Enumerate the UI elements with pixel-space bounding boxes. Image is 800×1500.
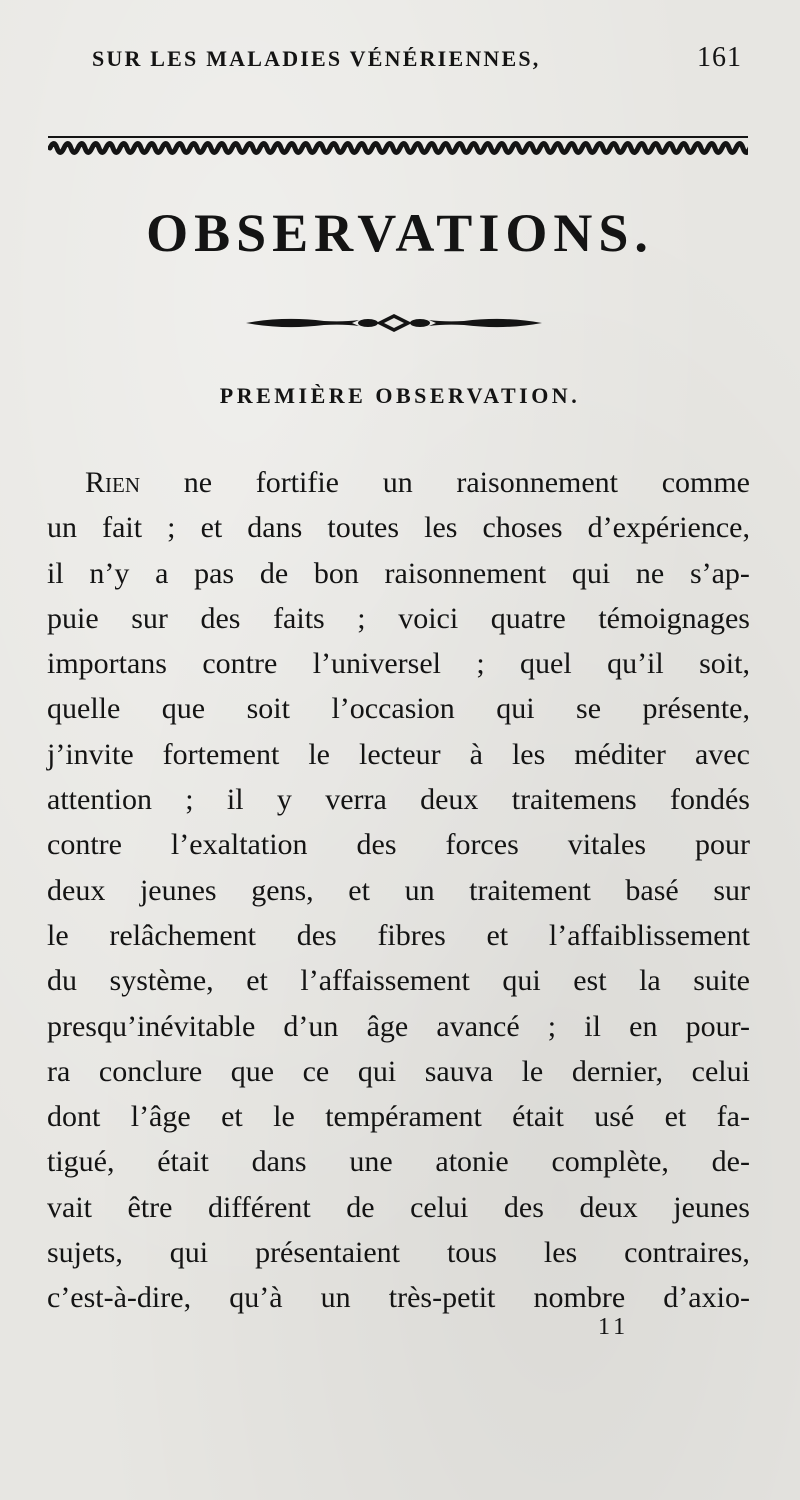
text-line: il n’y a pas de bon raisonnement qui ne s’ap- (47, 556, 750, 590)
running-head (92, 42, 742, 82)
text-line: du système, et l’affaissement qui est la suite (47, 964, 750, 998)
text-line: dont l’âge et le tempérament était usé et fa- (47, 1100, 750, 1134)
text-line: sujets, qui présentaient tous les contraires, (47, 1236, 750, 1270)
text-line: un fait ; et dans toutes les choses d’expérience, (47, 511, 750, 545)
running-title: SUR LES MALADIES VÉNÉRIENNES, (92, 46, 541, 71)
text-line: ra conclure que ce qui sauva le dernier, celui (47, 1054, 750, 1088)
page-title: OBSERVATIONS. (146, 203, 654, 263)
text-line: contre l’exaltation des forces vitales pour (47, 828, 750, 862)
text-line: presqu’inévitable d’un âge avancé ; il en pour- (47, 1009, 750, 1043)
text-line: vait être différent de celui des deux jeunes (47, 1190, 750, 1224)
text-line: deux jeunes gens, et un traitement basé sur (47, 873, 750, 907)
text-line: quelle que soit l’occasion qui se présente, (47, 692, 750, 726)
text-line: tigué, était dans une atonie complète, de- (47, 1145, 750, 1179)
section-heading: PREMIÈRE OBSERVATION. (219, 383, 581, 408)
text-line: Rien ne fortifie un raisonnement comme (85, 466, 750, 499)
body-paragraph (47, 460, 750, 1321)
text-line: importans contre l’universel ; quel qu’il soit, (47, 647, 750, 681)
text-line: j’invite fortement le lecteur à les méditer avec (47, 737, 750, 771)
wavy-rule-ornament (48, 128, 748, 156)
text-line: le relâchement des fibres et l’affaiblissement (47, 918, 750, 952)
text-line: c’est-à-dire, qu’à un très-petit nombre d’axio- (47, 1281, 750, 1315)
text-line: puie sur des faits ; voici quatre témoignages (47, 601, 750, 635)
page-number: 161 (697, 42, 742, 73)
text-line: attention ; il y verra deux traitemens fondés (47, 783, 750, 817)
signature-mark: 11 (598, 1314, 630, 1340)
divider-ornament (244, 306, 544, 340)
